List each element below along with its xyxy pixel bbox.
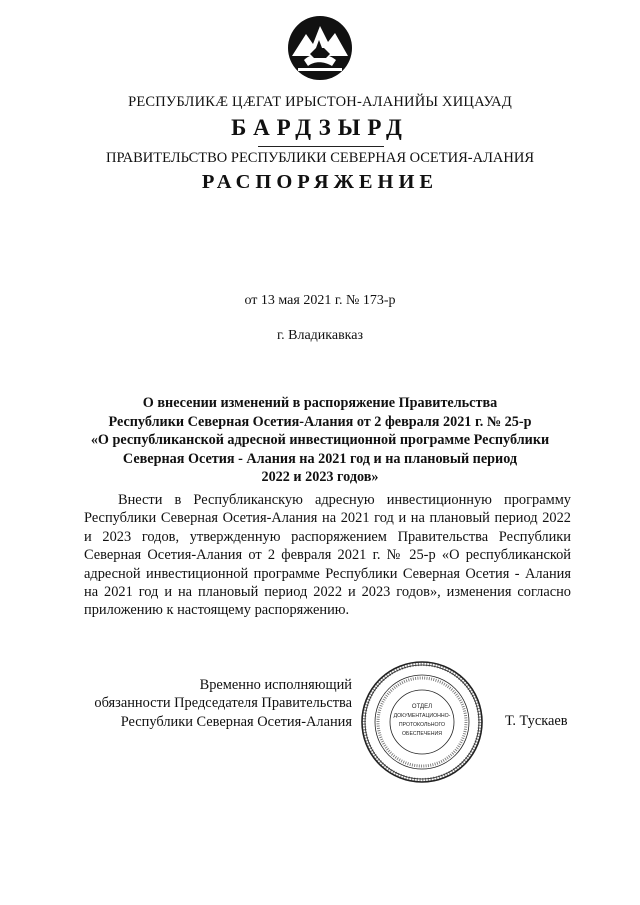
signatory-name: Т. Тускаев [505,713,568,729]
document-body-paragraph: Внести в Республиканскую адресную инвестиционную программу Республики Северная Осетия-Алания на 2021 год и на плановый период 2022 и 2023 годов, утвержденную распоряжением Правительства Республики Северная Осетия-Алания от 2 февраля 2021 г. № 25-р «О республиканской адресной инвестиционной программе Республики Северная Осетия - Алания на 2021 год и на плановый период 2022 и 2023 годов», изменения согласно приложению к настоящему распоряжению. [84,492,571,619]
russian-government-line: ПРАВИТЕЛЬСТВО РЕСПУБЛИКИ СЕВЕРНАЯ ОСЕТИЯ-АЛАНИЯ [105,150,535,166]
position-line: обязанности Председателя Правительства [94,695,352,712]
header-divider [258,146,384,147]
signatory-position [80,676,352,731]
russian-document-type: РАСПОРЯЖЕНИЕ [201,171,439,193]
title-line: 2022 и 2023 годов» [261,469,379,486]
title-line: «О республиканской адресной инвестиционной программе Республики [90,432,550,449]
stamp-line: ДОКУМЕНТАЦИОННО- [393,713,451,719]
position-line: Республики Северная Осетия-Алания [120,713,352,730]
title-line: Республики Северная Осетия-Алания от 2 февраля 2021 г. № 25-р [108,413,532,430]
document-date-number: от 13 мая 2021 г. № 173-р [244,293,396,308]
stamp-line: ОТДЕЛ [411,704,433,710]
ossetian-government-line: РЕСПУБЛИКӔ ЦӔГАТ ИРЫСТОН-АЛАНИЙЫ ХИЦАУАД [128,94,512,110]
document-city: г. Владикавказ [276,328,364,343]
document-title [80,394,560,487]
title-line: О внесении изменений в распоряжение Правительства [142,395,498,411]
coat-of-arms-icon [286,14,354,82]
ossetian-document-type: БАРДЗЫРД [231,115,409,140]
position-line: Временно исполняющий [199,677,352,693]
stamp-line: ОБЕСПЕЧЕНИЯ [402,731,442,737]
title-line: Северная Осетия - Алания на 2021 год и на плановый период [122,450,518,467]
stamp-line: ПРОТОКОЛЬНОГО [398,722,446,728]
official-seal [360,660,484,784]
